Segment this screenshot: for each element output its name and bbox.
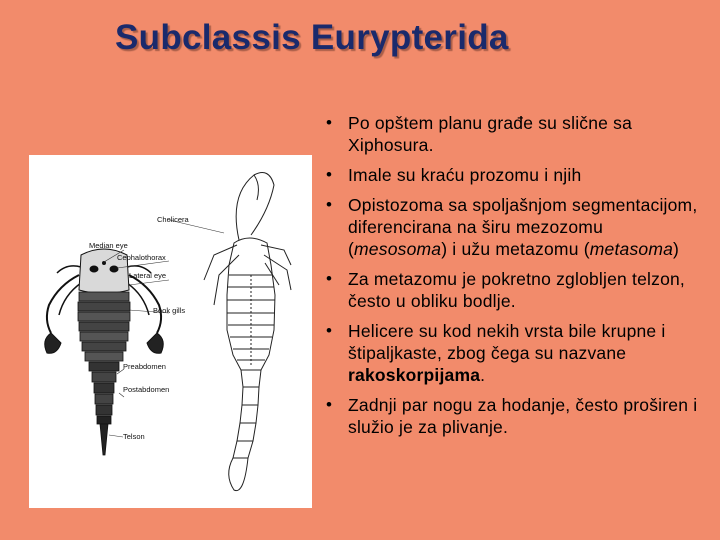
bullet-text: ) i užu metazomu ( (441, 239, 590, 259)
bullet-marker: • (326, 395, 333, 414)
label-preabdomen: Preabdomen (123, 362, 166, 371)
left-eurypterid-segments (78, 292, 130, 455)
bullet-text: . (480, 365, 486, 385)
bullet-text: Helicere su kod nekih vrsta bile krupne i štipaljkaste, zbog čega su nazvane (348, 321, 666, 363)
label-chelicera: Chelicera (157, 215, 189, 224)
label-median-eye: Median eye (89, 241, 128, 250)
bullet-marker: • (326, 321, 333, 340)
bullet-item (322, 394, 702, 438)
bullet-item (322, 112, 702, 156)
label-telson: Telson (123, 432, 145, 441)
label-postabdomen: Postabdomen (123, 385, 170, 394)
bullet-item (322, 164, 702, 186)
bullet-text: ) (673, 239, 680, 259)
label-book-gills: Book gills (153, 306, 186, 315)
bullet-text: Po opštem planu građe su slične sa Xiphosura. (348, 113, 633, 155)
bullet-marker: • (326, 195, 333, 214)
bullet-marker: • (326, 113, 333, 132)
bullet-text: metasoma (589, 239, 674, 259)
bullet-text: Imale su kraću prozomu i njih (348, 165, 582, 185)
bullet-list (322, 112, 702, 446)
bullet-item (322, 194, 702, 260)
label-lateral-eye: Lateral eye (129, 271, 167, 280)
bullet-text: Zadnji par nogu za hodanje, često proširen i služio je za plivanje. (348, 395, 698, 437)
right-eurypterid (204, 173, 291, 491)
bullet-marker: • (326, 269, 333, 288)
bullet-text: Opistozoma sa spoljašnjom segmentacijom, diferencirana na širu mezozomu ( (348, 195, 698, 259)
bullet-text: mesosoma (354, 239, 442, 259)
bullet-marker: • (326, 165, 333, 184)
bullet-text: Za metazomu je pokretno zglobljen telzon, često u obliku bodlje. (348, 269, 685, 311)
eurypterid-illustration (29, 155, 312, 508)
eurypterid-drawing (29, 155, 312, 508)
bullet-text: rakoskorpijama (348, 365, 481, 385)
bullet-item (322, 320, 702, 386)
slide-title: Subclassis Eurypterida (115, 18, 509, 57)
label-cephalothorax: Cephalothorax (117, 253, 166, 262)
bullet-item (322, 268, 702, 312)
